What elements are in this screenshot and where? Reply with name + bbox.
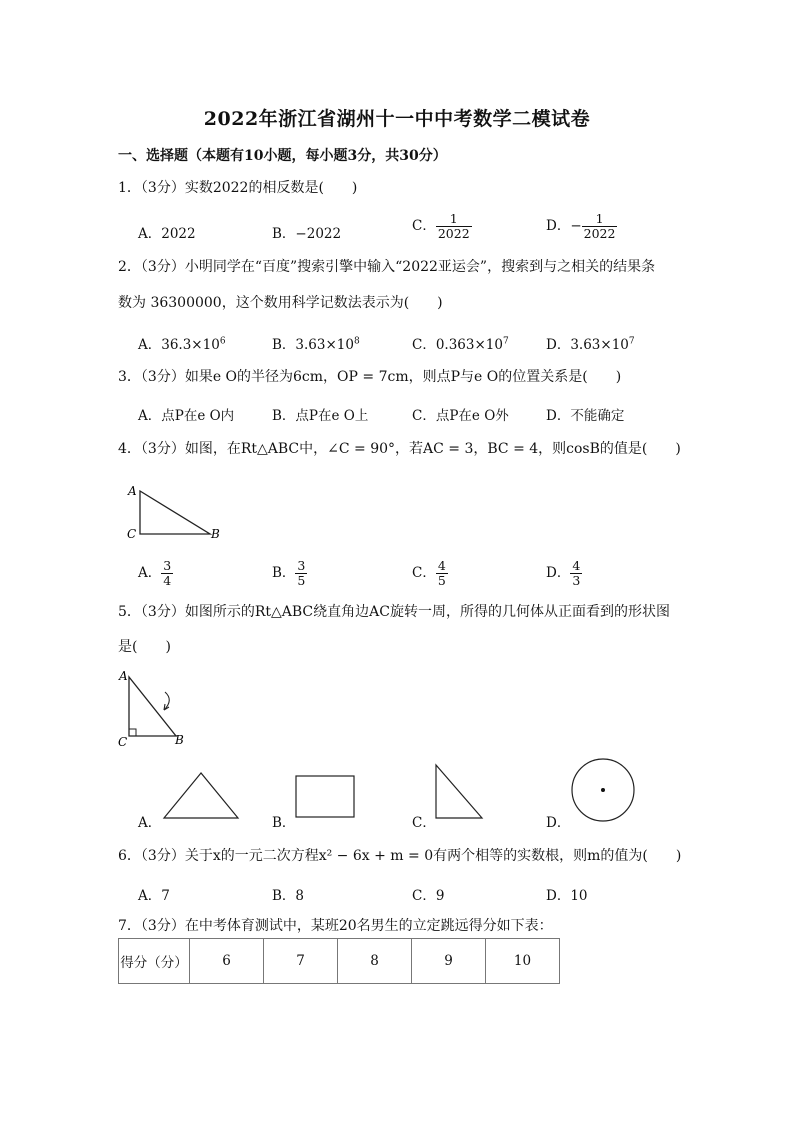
fraction (436, 212, 472, 241)
question-4-option-b (272, 559, 307, 588)
numerator: 3 (297, 558, 306, 573)
table-header-cell: 得分（分） (119, 939, 190, 984)
question-2-option-c (412, 333, 509, 353)
question-1-option-d (546, 212, 617, 241)
question-1-option-b: B．−2022 (272, 226, 342, 242)
fraction (295, 559, 307, 588)
exponent: 7 (628, 336, 635, 347)
fraction (570, 559, 582, 588)
question-7-stem: 7．（3分）在中考体育测试中，某班20名男生的立定跳远得分如下表： (118, 918, 553, 934)
question-2-line-1: 2．（3分）小明同学在“百度”搜索引擎中输入“2022亚运会”，搜索到与之相关的结果条 (118, 259, 656, 275)
question-1-stem: 1．（3分）实数2022的相反数是( ) (118, 180, 358, 196)
option-label: D． (546, 565, 571, 581)
score-table (118, 938, 560, 984)
question-6-option-c: C．9 (412, 888, 445, 904)
vertex-a-label: A (128, 484, 137, 498)
question-6-stem: 6．（3分）关于x的一元二次方程x² − 6x + m = 0有两个相等的实数根，则m的值为( ) (118, 848, 682, 864)
numerator: 4 (572, 558, 581, 573)
option-label: D．− (546, 218, 582, 234)
numerator: 4 (437, 558, 446, 573)
vertex-c-label: C (118, 735, 128, 749)
question-6-option-a: A．7 (138, 888, 170, 904)
fraction (161, 559, 173, 588)
base: A．36.3×10 (138, 337, 220, 353)
fraction (582, 212, 618, 241)
question-2-option-a (138, 333, 226, 353)
denominator: 5 (297, 573, 306, 588)
rectangle-outline (296, 776, 354, 817)
right-angle-mark (129, 729, 136, 736)
question-4-option-d (546, 559, 582, 588)
table-cell: 8 (338, 939, 412, 984)
question-2-option-b (272, 333, 360, 353)
question-4-option-a (138, 559, 173, 588)
page-title: 2022年浙江省湖州十一中中考数学二模试卷 (203, 108, 591, 130)
question-2-option-d (546, 333, 635, 353)
table-cell: 6 (190, 939, 264, 984)
circle-with-center-shape (568, 755, 638, 825)
isosceles-triangle-shape (160, 770, 242, 822)
table-cell: 10 (486, 939, 560, 984)
question-6-option-d: D．10 (546, 888, 588, 904)
numerator: 1 (436, 212, 472, 227)
question-6-option-b: B．8 (272, 888, 305, 904)
table-cell: 9 (412, 939, 486, 984)
base: C．0.363×10 (412, 337, 503, 353)
denominator: 3 (572, 573, 581, 588)
option-label: C． (412, 565, 436, 581)
exponent: 7 (502, 336, 509, 347)
question-5-triangle-figure (116, 668, 192, 750)
base: D．3.63×10 (546, 337, 629, 353)
question-2-line-2: 数为 36300000，这个数用科学记数法表示为( ) (118, 295, 443, 311)
denominator: 5 (437, 573, 446, 588)
denominator: 4 (163, 573, 172, 588)
denominator: 2022 (583, 226, 616, 241)
section-heading: 一、选择题（本题有10小题，每小题3分，共30分） (118, 148, 447, 164)
center-dot (601, 788, 605, 792)
table-cell: 7 (264, 939, 338, 984)
question-5-option-b-label: B． (272, 815, 296, 831)
right-triangle-shape (432, 762, 488, 822)
rectangle-shape (294, 773, 358, 821)
question-3-stem: 3．（3分）如果e O的半径为6cm，OP = 7cm，则点P与e O的位置关系是( ) (118, 369, 622, 385)
question-5-option-c-label: C． (412, 815, 436, 831)
question-5-option-a-label: A． (138, 815, 162, 831)
question-3-option-a: A．点P在e O内 (138, 408, 235, 424)
option-label: C． (412, 218, 436, 234)
exponent: 6 (219, 336, 226, 347)
question-4-stem: 4．（3分）如图，在Rt△ABC中，∠C = 90°，若AC = 3，BC = 4，则cosB的值是( ) (118, 441, 681, 457)
triangle-outline (164, 773, 238, 818)
question-3-option-d: D．不能确定 (546, 408, 625, 424)
vertex-a-label: A (119, 669, 128, 683)
question-4-option-c (412, 559, 448, 588)
base: B．3.63×10 (272, 337, 354, 353)
question-4-triangle-figure (118, 480, 228, 546)
fraction (436, 559, 448, 588)
triangle-abc (129, 677, 176, 736)
numerator: 3 (163, 558, 172, 573)
question-1-option-c (412, 212, 472, 241)
table-row (119, 939, 560, 984)
triangle-abc (140, 491, 210, 534)
question-5-line-2: 是( ) (118, 639, 171, 655)
question-3-option-b: B．点P在e O上 (272, 408, 369, 424)
question-3-option-c: C．点P在e O外 (412, 408, 509, 424)
option-label: A． (138, 565, 162, 581)
exponent: 8 (353, 336, 360, 347)
denominator: 2022 (437, 226, 470, 241)
numerator: 1 (582, 212, 618, 227)
question-5-option-d-label: D． (546, 815, 571, 831)
vertex-b-label: B (175, 733, 184, 747)
question-1-option-a: A．2022 (138, 226, 196, 242)
vertex-c-label: C (127, 527, 137, 541)
question-5-line-1: 5．（3分）如图所示的Rt△ABC绕直角边AC旋转一周，所得的几何体从正面看到的形状图 (118, 604, 670, 620)
vertex-b-label: B (211, 527, 220, 541)
option-label: B． (272, 565, 296, 581)
triangle-outline (436, 765, 482, 818)
